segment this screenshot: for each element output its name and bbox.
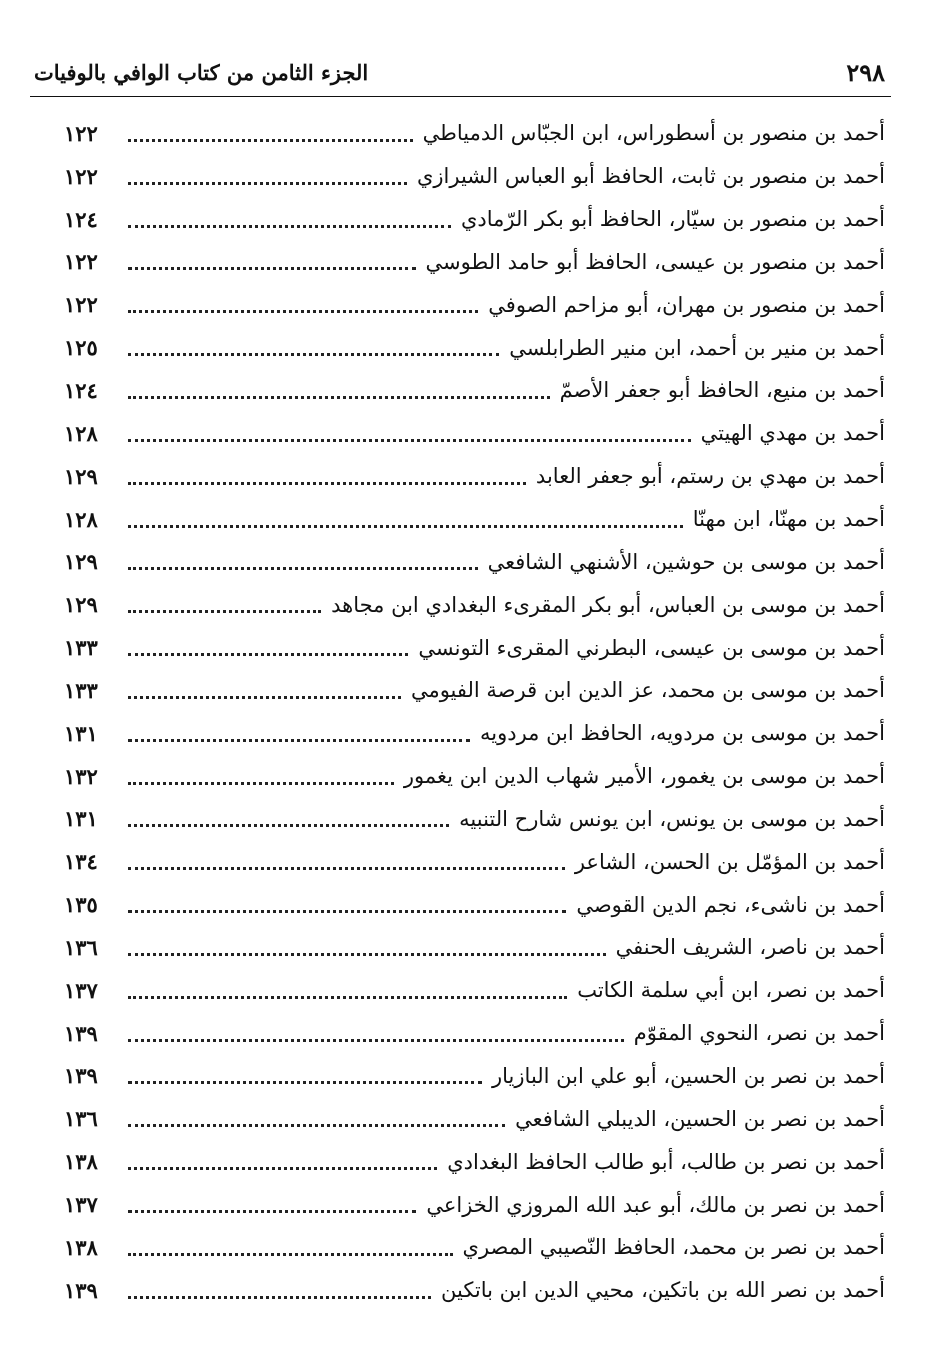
- entry-page-number: ١٢٢: [64, 292, 98, 318]
- entry-page-number: ١٣١: [64, 806, 98, 832]
- entry-name: أحمد بن موسى بن عيسى، البطرني المقرىء التونسي: [418, 635, 885, 660]
- entry-page-number: ١٢٤: [64, 377, 98, 403]
- entry-page-number: ١٣٨: [64, 1149, 98, 1175]
- entry-page-number: ١٢٥: [64, 335, 98, 361]
- dot-leader: [128, 1039, 624, 1042]
- entry-name: أحمد بن نصر، ابن أبي سلمة الكاتب: [577, 978, 885, 1003]
- entry-page-number: ١٢٤: [64, 206, 98, 232]
- entry-page-number: ١٣٦: [64, 1106, 98, 1132]
- entry-page-number: ١٣٧: [64, 977, 98, 1003]
- entry-name: أحمد بن منصور بن سيّار، الحافظ أبو بكر الرّمادي: [460, 207, 885, 232]
- entry-page-number: ١٢٩: [64, 463, 98, 489]
- dot-leader: [128, 1253, 453, 1256]
- dot-leader: [128, 739, 470, 742]
- index-entry: [64, 798, 885, 841]
- dot-leader: [128, 482, 526, 485]
- running-title: الجزء الثامن من كتاب الوافي بالوفيات: [34, 59, 369, 85]
- entry-page-number: ١٢٩: [64, 549, 98, 575]
- entry-page-number: ١٣٩: [64, 1063, 98, 1089]
- index-entry: [64, 1183, 885, 1226]
- index-entry: [64, 712, 885, 755]
- entry-page-number: ١٣١: [64, 720, 98, 746]
- dot-leader: [128, 910, 566, 913]
- entry-name: أحمد بن منصور بن أسطوراس، ابن الجبّاس الدمياطي: [422, 121, 885, 146]
- entry-name: أحمد بن منير بن أحمد، ابن منير الطرابلسي: [509, 335, 885, 360]
- index-entry: [64, 455, 885, 498]
- index-entry: [64, 369, 885, 412]
- entry-name: أحمد بن موسى بن محمد، عز الدين ابن قرصة الفيومي: [410, 678, 885, 703]
- entry-page-number: ١٣٨: [64, 1234, 98, 1260]
- dot-leader: [128, 953, 606, 956]
- dot-leader: [128, 867, 565, 870]
- index-entry: [64, 1269, 885, 1312]
- entry-name: أحمد بن المؤمّل بن الحسن، الشاعر: [574, 849, 885, 874]
- entry-name: أحمد بن منصور بن عيسى، الحافظ أبو حامد الطوسي: [425, 249, 885, 274]
- index-entry: [64, 669, 885, 712]
- dot-leader: [128, 1210, 416, 1213]
- header-rule: [30, 96, 891, 97]
- dot-leader: [128, 996, 567, 999]
- index-entry: [64, 583, 885, 626]
- dot-leader: [128, 225, 451, 228]
- entry-name: أحمد بن نصر الله بن باتكين، محيي الدين ابن باتكين: [441, 1278, 885, 1303]
- entry-name: أحمد بن موسى بن العباس، أبو بكر المقرىء البغدادي ابن مجاهد: [331, 592, 885, 617]
- index-entry: [64, 1226, 885, 1269]
- entry-name: أحمد بن مهدي بن رستم، أبو جعفر العابد: [535, 464, 885, 489]
- page-header: [34, 52, 885, 92]
- entry-name: أحمد بن ناصر، الشريف الحنفي: [615, 935, 885, 960]
- dot-leader: [128, 396, 550, 399]
- entry-page-number: ١٢٨: [64, 506, 98, 532]
- index-entry: [64, 283, 885, 326]
- dot-leader: [128, 1081, 482, 1084]
- index-entry: [64, 926, 885, 969]
- index-entry: [64, 155, 885, 198]
- index-list: [64, 112, 885, 1312]
- dot-leader: [128, 525, 683, 528]
- index-entry: [64, 840, 885, 883]
- dot-leader: [128, 1296, 431, 1299]
- index-entry: [64, 969, 885, 1012]
- index-entry: [64, 412, 885, 455]
- entry-name: أحمد بن نصر بن محمد، الحافظ النّصيبي المصري: [462, 1235, 885, 1260]
- entry-page-number: ١٣٦: [64, 934, 98, 960]
- dot-leader: [128, 439, 691, 442]
- entry-name: أحمد بن منصور بن ثابت، الحافظ أبو العباس الشيرازي: [416, 164, 885, 189]
- entry-page-number: ١٣٣: [64, 677, 98, 703]
- index-entry: [64, 498, 885, 541]
- index-entry: [64, 1055, 885, 1098]
- index-entry: [64, 755, 885, 798]
- entry-name: أحمد بن منصور بن مهران، أبو مزاحم الصوفي: [488, 292, 885, 317]
- entry-page-number: ١٣٩: [64, 1020, 98, 1046]
- dot-leader: [128, 139, 413, 142]
- index-entry: [64, 326, 885, 369]
- entry-name: أحمد بن نصر بن الحسين، أبو علي ابن البازيار: [492, 1063, 885, 1088]
- entry-name: أحمد بن مهدي الهيتي: [700, 421, 885, 446]
- entry-name: أحمد بن منيع، الحافظ أبو جعفر الأصمّ: [559, 378, 885, 403]
- entry-page-number: ١٢٢: [64, 163, 98, 189]
- dot-leader: [128, 1167, 437, 1170]
- entry-page-number: ١٣٣: [64, 635, 98, 661]
- index-entry: [64, 241, 885, 284]
- dot-leader: [128, 782, 394, 785]
- entry-page-number: ١٣٢: [64, 763, 98, 789]
- entry-name: أحمد بن نصر بن طالب، أبو طالب الحافظ البغدادي: [447, 1149, 885, 1174]
- entry-name: أحمد بن موسى بن يغمور، الأمير شهاب الدين ابن يغمور: [403, 764, 885, 789]
- index-entry: [64, 112, 885, 155]
- entry-page-number: ١٣٤: [64, 849, 98, 875]
- entry-page-number: ١٣٧: [64, 1192, 98, 1218]
- index-entry: [64, 883, 885, 926]
- entry-page-number: ١٣٩: [64, 1277, 98, 1303]
- dot-leader: [128, 653, 408, 656]
- index-entry: [64, 1140, 885, 1183]
- entry-page-number: ١٢٢: [64, 249, 98, 275]
- dot-leader: [128, 267, 416, 270]
- entry-name: أحمد بن مهنّا، ابن مهنّا: [692, 507, 885, 532]
- dot-leader: [128, 567, 478, 570]
- index-entry: [64, 198, 885, 241]
- page-number: ٢٩٨: [846, 57, 885, 87]
- index-entry: [64, 626, 885, 669]
- index-entry: [64, 540, 885, 583]
- dot-leader: [128, 696, 401, 699]
- entry-page-number: ١٣٥: [64, 892, 98, 918]
- entry-page-number: ١٢٩: [64, 592, 98, 618]
- entry-name: أحمد بن نصر بن الحسين، الديبلي الشافعي: [515, 1106, 885, 1131]
- dot-leader: [128, 182, 407, 185]
- entry-name: أحمد بن موسى بن يونس، ابن يونس شارح التنبيه: [459, 806, 885, 831]
- entry-name: أحمد بن موسى بن مردويه، الحافظ ابن مردويه: [479, 721, 885, 746]
- dot-leader: [128, 310, 478, 313]
- dot-leader: [128, 353, 499, 356]
- dot-leader: [128, 610, 321, 613]
- entry-page-number: ١٢٢: [64, 120, 98, 146]
- entry-name: أحمد بن ناشىء، نجم الدين القوصي: [576, 892, 885, 917]
- entry-name: أحمد بن نصر بن مالك، أبو عبد الله المروزي الخزاعي: [426, 1192, 885, 1217]
- dot-leader: [128, 1124, 505, 1127]
- index-entry: [64, 1097, 885, 1140]
- entry-page-number: ١٢٨: [64, 420, 98, 446]
- entry-name: أحمد بن نصر، النحوي المقوّم: [633, 1021, 885, 1046]
- entry-name: أحمد بن موسى بن حوشين، الأشنهي الشافعي: [487, 549, 885, 574]
- dot-leader: [128, 824, 449, 827]
- index-entry: [64, 1012, 885, 1055]
